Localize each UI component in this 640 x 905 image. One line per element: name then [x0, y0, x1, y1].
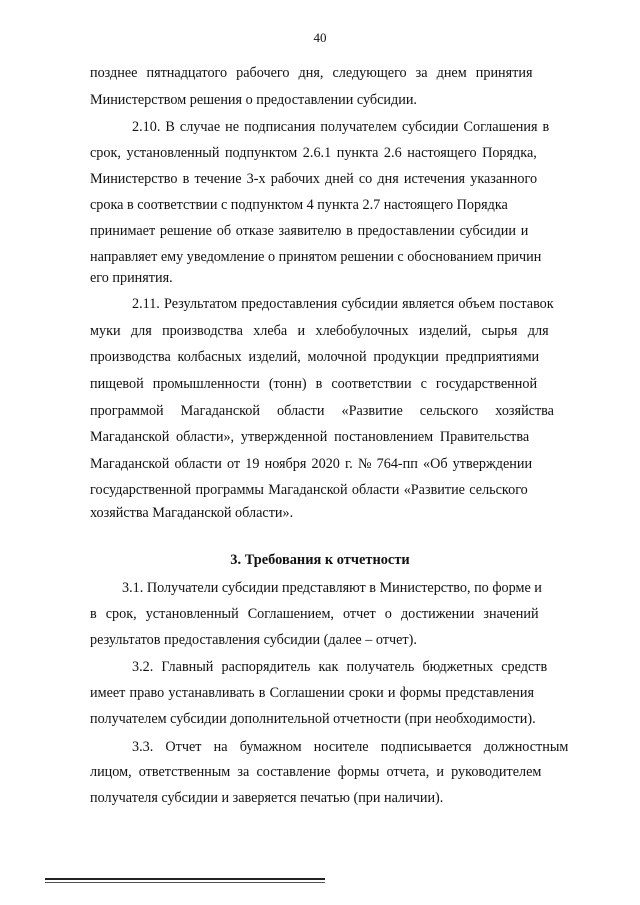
text-line: 3.2. Главный распорядитель как получатель бюджетных средств — [132, 659, 548, 675]
text-line: срок, установленный подпунктом 2.6.1 пункта 2.6 настоящего Порядка, — [90, 145, 537, 161]
text-line: 3.1. Получатели субсидии представляют в Министерство, по форме и — [122, 580, 542, 596]
text-line: лицом, ответственным за составление формы отчета, и руководителем — [90, 764, 542, 780]
text-line: Министерство в течение 3-х рабочих дней со дня истечения указанного — [90, 171, 538, 187]
text-line: хозяйства Магаданской области». — [90, 505, 294, 521]
text-line: муки для производства хлеба и хлебобулочных изделий, сырья для — [90, 323, 549, 339]
text-line: Министерством решения о предоставлении субсидии. — [90, 92, 417, 108]
text-line: результатов предоставления субсидии (далее – отчет). — [90, 632, 417, 648]
text-line: направляет ему уведомление о принятом решении с обоснованием причин — [90, 249, 542, 265]
text-line: позднее пятнадцатого рабочего дня, следующего за днем принятия — [90, 65, 533, 81]
text-line: 2.11. Результатом предоставления субсидии является объем поставок — [132, 296, 554, 312]
text-line: в срок, установленный Соглашением, отчет о достижении значений — [90, 606, 539, 622]
text-line: принимает решение об отказе заявителю в предоставлении субсидии и — [90, 223, 529, 239]
footer-rule-thin — [45, 882, 325, 883]
text-line: производства колбасных изделий, молочной продукции предприятиями — [90, 349, 540, 365]
footer-rule — [45, 878, 325, 880]
text-line: получателя субсидии и заверяется печатью (при наличии). — [90, 790, 444, 806]
text-line: его принятия. — [90, 270, 173, 286]
section-heading: 3. Требования к отчетности — [230, 552, 410, 568]
text-line: Магаданской области от 19 ноября 2020 г. № 764-пп «Об утверждении — [90, 456, 533, 472]
text-line: Магаданской области», утвержденной постановлением Правительства — [90, 429, 530, 445]
text-line: имеет право устанавливать в Соглашении сроки и формы представления — [90, 685, 535, 701]
text-line: программой Магаданской области «Развитие сельского хозяйства — [90, 403, 554, 419]
text-line: пищевой промышленности (тонн) в соответствии с государственной — [90, 376, 538, 392]
text-line: 2.10. В случае не подписания получателем субсидии Соглашения в — [132, 119, 550, 135]
text-line: получателем субсидии дополнительной отчетности (при необходимости). — [90, 711, 536, 727]
text-line: срока в соответствии с подпунктом 4 пункта 2.7 настоящего Порядка — [90, 197, 508, 213]
text-line: 3.3. Отчет на бумажном носителе подписывается должностным — [132, 739, 569, 755]
page-number: 40 — [313, 30, 327, 45]
text-line: государственной программы Магаданской области «Развитие сельского — [90, 482, 528, 498]
